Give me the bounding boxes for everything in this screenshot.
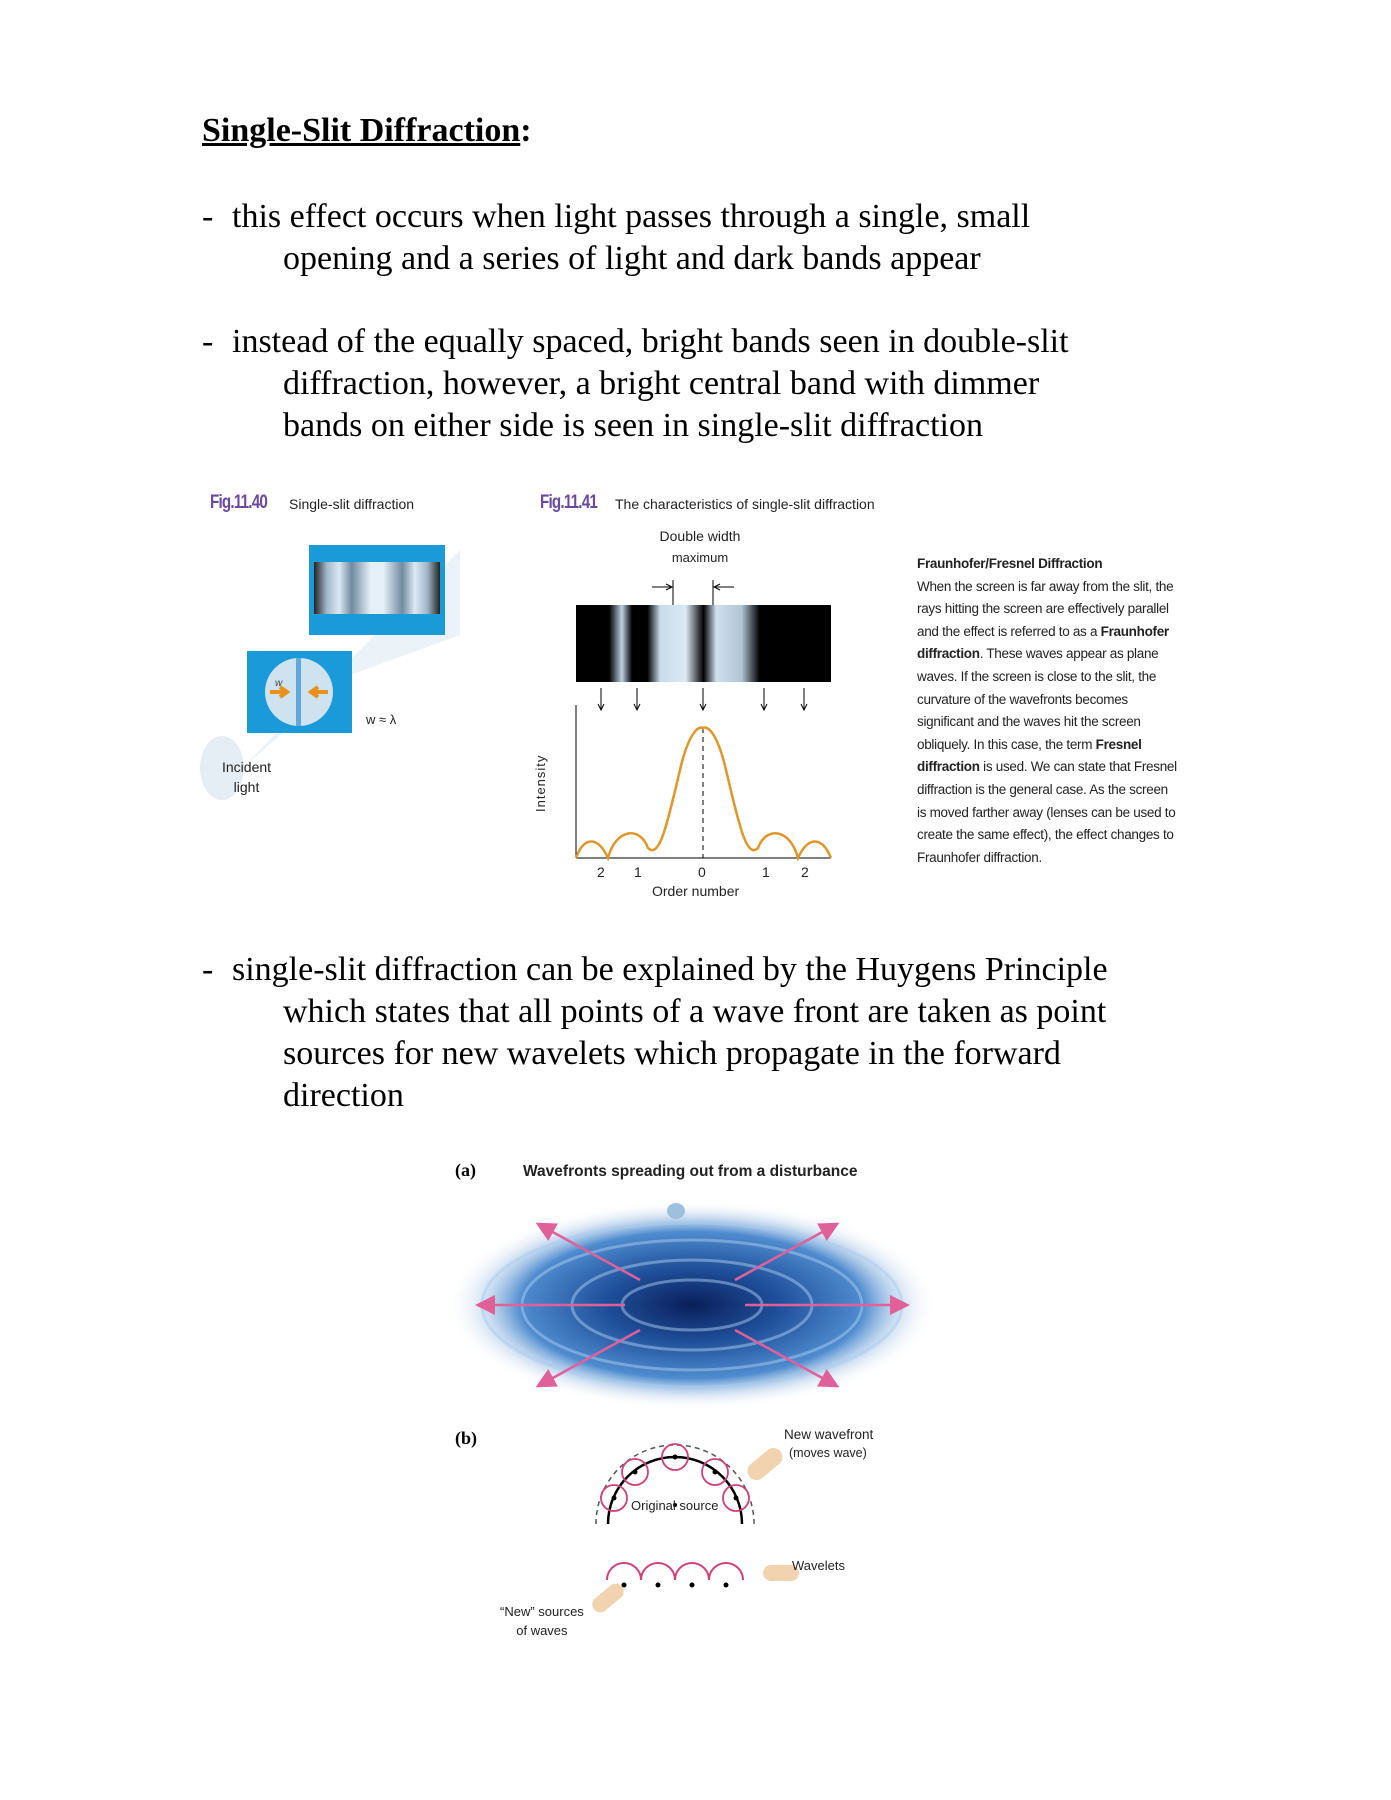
fig-11-41-label: Fig.11.41 <box>540 492 598 513</box>
fig-a-label: (a) <box>455 1160 476 1180</box>
water-ripple-illustration <box>445 1190 940 1410</box>
double-width-marker <box>652 580 734 605</box>
order-tick-1-left: 1 <box>634 864 642 880</box>
order-tick-2-left: 2 <box>597 864 605 880</box>
sidebar-text: . These waves appear as plane waves. If the screen is close to the slit, the curvature of the wavefronts becomes significant and the waves hit the screen obliquely. In this case, the term <box>917 646 1159 752</box>
intensity-figure <box>560 570 850 870</box>
wavelets <box>607 1563 743 1580</box>
fig-a-title: Wavefronts spreading out from a disturbance <box>523 1163 858 1180</box>
width-label: w <box>275 678 283 689</box>
new-wavefront-label: New wavefront (moves wave) <box>784 1427 874 1460</box>
bullet-2: - instead of the equally spaced, bright bands seen in double-slit diffraction, however, a bright central band with dimmer bands on either side is seen in single-slit diffraction <box>202 323 1069 444</box>
original-wavefront <box>608 1457 742 1524</box>
double-width-label: Double width maximum <box>659 528 741 565</box>
fig-11-40-label: Fig.11.40 <box>210 492 268 513</box>
fig-11-40-caption: Single-slit diffraction <box>289 496 415 512</box>
w-approx-lambda: w ≈ λ <box>366 712 397 727</box>
sidebar-bold-term: Fresnel diffraction <box>917 736 1142 775</box>
page-title: Single-Slit Diffraction: <box>202 112 532 149</box>
y-axis-label: Intensity <box>533 754 548 812</box>
bullet-1: - this effect occurs when light passes through a single, small opening and a series of light and dark bands appear <box>202 198 1031 277</box>
sidebar-text: When the screen is far away from the slit, the rays hitting the screen are effectively parallel and the effect is referred to as a <box>917 578 1174 639</box>
sidebar-heading: Fraunhofer/Fresnel Diffraction <box>917 556 1103 571</box>
fringe-band <box>576 605 831 682</box>
fringe-arrows <box>598 688 807 710</box>
order-tick-0: 0 <box>698 864 706 880</box>
order-tick-2-right: 2 <box>801 864 809 880</box>
sidebar-bold-term: Fraunhofer diffraction <box>917 623 1169 662</box>
order-tick-1-right: 1 <box>762 864 770 880</box>
x-axis-label: Order number <box>652 883 740 899</box>
fraunhofer-fresnel-sidebar <box>917 553 1177 869</box>
sidebar-text: is used. We can state that Fresnel diffraction is the general case. As the screen is moved farther away (lenses can be used to create the same effect), the effect changes to Fraunhofer diffraction. <box>917 759 1177 865</box>
new-sources-label: “New” sources of waves <box>500 1604 584 1638</box>
bullet-3: - single-slit diffraction can be explained by the Huygens Principle which states that all points of a wave front are taken as point sources for new wavelets which propagate in the forward direction <box>202 951 1108 1114</box>
incident-light-label: Incident light <box>222 759 272 795</box>
water-drop <box>667 1203 685 1219</box>
fig-b-label: (b) <box>455 1428 477 1448</box>
fig-11-41-caption: The characteristics of single-slit diffraction <box>615 496 875 512</box>
wavelets-label: Wavelets <box>792 1558 845 1573</box>
original-source-label: Original source <box>631 1498 719 1513</box>
